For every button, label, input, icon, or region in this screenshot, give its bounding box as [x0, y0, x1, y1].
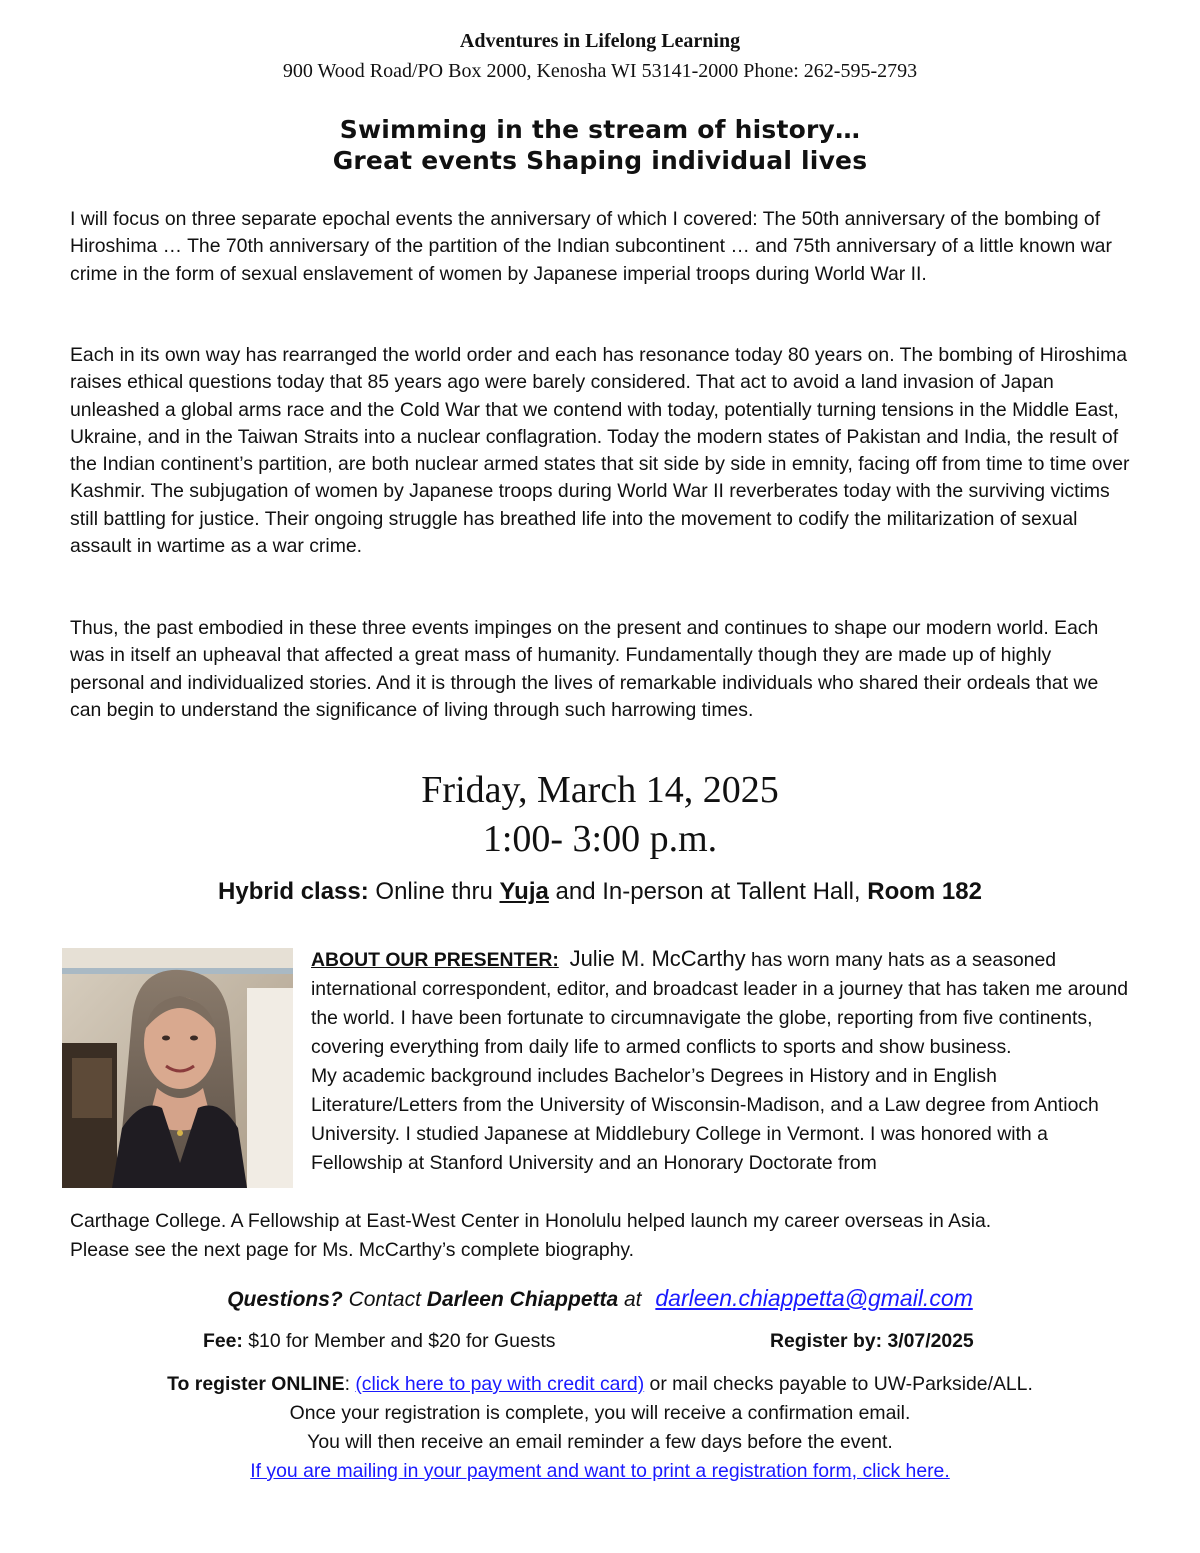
presenter-bio-3: Carthage College. A Fellowship at East-West Center in Honolulu helped launch my career overseas in Asia. — [70, 1210, 992, 1232]
room-number: Room 182 — [867, 878, 982, 905]
organization-address: 900 Wood Road/PO Box 2000, Kenosha WI 53141-2000 Phone: 262-595-2793 — [282, 60, 918, 82]
fee-label: Fee: — [203, 1330, 243, 1352]
contact-name: Darleen Chiappetta — [426, 1288, 619, 1311]
contact-at: at — [618, 1288, 648, 1311]
description-paragraph-2: Each in its own way has rearranged the world order and each has resonance today 80 years on. The bombing of Hiroshima raises ethical questions today that 85 years ago were barely considered. That act to avoid a land invasion of Japan unleashed a global arms race and the Cold War that we contend with today, potentially turning tensions in the Middle East, Ukraine, and in the Taiwan Straits into a nuclear conflagration. Today the modern states of Pakistan and India, the result of the Indian continent’s partition, are both nuclear armed states that sit side by side in emnity, facing off from time to time over Kashmir. The subjugation of women by Japanese troops during World War II reverberates today with the surviving victims still battling for justice. Their ongoing struggle has breathed life into the movement to codify the militarization of sexual assault in wartime as a war crime. — [70, 344, 1130, 558]
presenter-name: Julie M. McCarthy — [569, 946, 746, 971]
pay-credit-card-link[interactable]: (click here to pay with credit card) — [355, 1373, 645, 1395]
organization-name: Adventures in Lifelong Learning — [459, 30, 741, 52]
title-line-1: Swimming in the stream of history… — [339, 115, 861, 144]
event-time: 1:00- 3:00 p.m. — [482, 818, 718, 860]
presenter-bio-continued — [70, 1207, 1140, 1265]
presenter-bio-1: has worn many hats as a seasoned international correspondent, editor, and broadcast leader in a journey that has taken me around the world. I have been fortunate to circumnavigate the globe, reporting from five continents, covering everything from daily life to armed conflicts to sports and show business. — [311, 949, 1129, 1058]
event-date: Friday, March 14, 2025 — [421, 769, 779, 811]
contact-email-link[interactable]: darleen.chiappetta@gmail.com — [655, 1285, 973, 1311]
hybrid-label: Hybrid class: — [218, 878, 369, 905]
class-format — [0, 878, 1200, 906]
questions-label: Questions? — [227, 1288, 343, 1311]
registration-info — [0, 1370, 1200, 1486]
registration-line-1 — [0, 1370, 1200, 1399]
platform-name: Yuja — [499, 878, 549, 905]
contact-line — [0, 1285, 1200, 1312]
title-line-2: Great events Shaping individual lives — [332, 146, 868, 175]
fee-text: $10 for Member and $20 for Guests — [242, 1330, 556, 1352]
registration-form-link[interactable]: If you are mailing in your payment and want to print a registration form, click here. — [250, 1460, 950, 1482]
register-online-label: To register ONLINE — [167, 1373, 345, 1395]
fee-info — [203, 1330, 555, 1353]
register-colon: : — [344, 1373, 356, 1395]
hybrid-inperson-text: and In-person at Tallent Hall, — [548, 878, 868, 905]
presenter-bio — [311, 944, 1131, 1178]
description-paragraph-1: I will focus on three separate epochal events the anniversary of which I covered: The 50th anniversary of the bombing of Hiroshima … The 70th anniversary of the partition of the Indian subcontinent … and 75th anniversary of a little known war crime in the form of sexual enslavement of women by Japanese imperial troops during World War II. — [70, 208, 1112, 285]
contact-text: Contact — [342, 1288, 427, 1311]
about-presenter-label: ABOUT OUR PRESENTER: — [311, 949, 559, 971]
registration-line-2: Once your registration is complete, you will receive a confirmation email. — [289, 1402, 911, 1424]
register-deadline: Register by: 3/07/2025 — [770, 1330, 974, 1352]
presenter-bio-4: Please see the next page for Ms. McCarthy’s complete biography. — [70, 1239, 635, 1261]
presenter-photo — [62, 948, 293, 1188]
mail-checks-text: or mail checks payable to UW-Parkside/ALL. — [644, 1373, 1033, 1395]
hybrid-online-text: Online thru — [368, 878, 500, 905]
registration-line-3: You will then receive an email reminder a few days before the event. — [307, 1431, 893, 1453]
description-paragraph-3: Thus, the past embodied in these three events impinges on the present and continues to shape our modern world. Each was in itself an upheaval that affected a great mass of humanity. Fundamentally though they are made up of highly personal and individualized stories. And it is through the lives of remarkable individuals who shared their ordeals that we can begin to understand the significance of living through such harrowing times. — [70, 617, 1099, 721]
presenter-bio-2: My academic background includes Bachelor’s Degrees in History and in English Literature/Letters from the University of Wisconsin-Madison, and a Law degree from Antioch University. I studied Japanese at Middlebury College in Vermont. I was honored with a Fellowship at Stanford University and an Honorary Doctorate from — [311, 1065, 1099, 1174]
flyer-title — [0, 114, 1200, 176]
